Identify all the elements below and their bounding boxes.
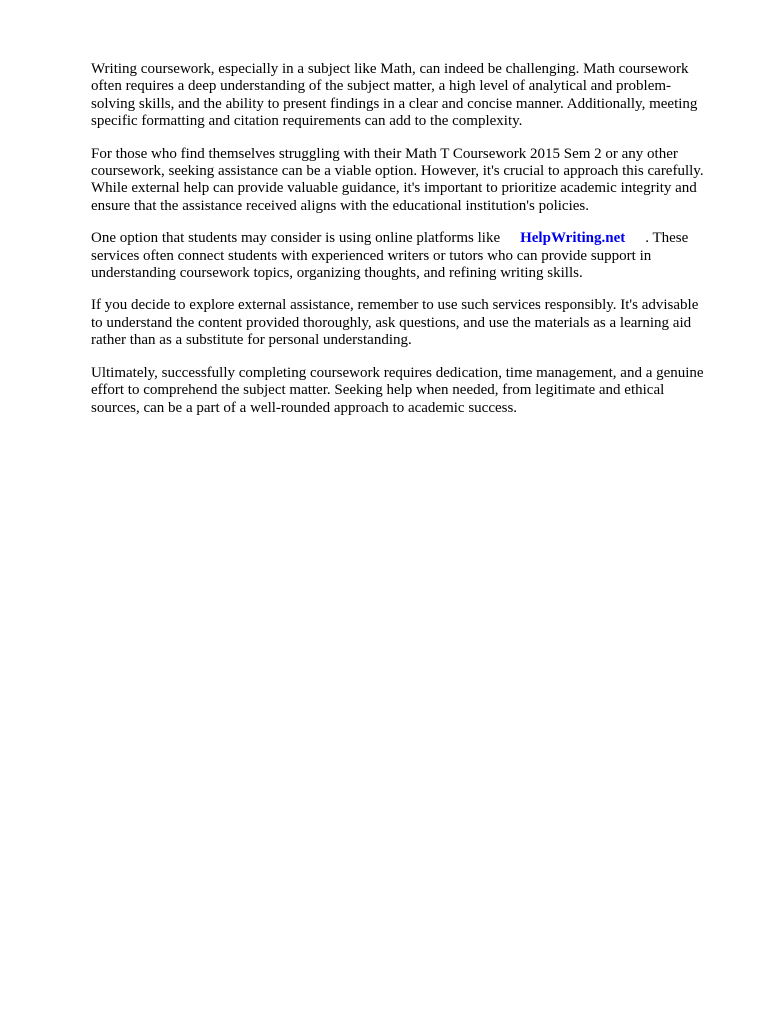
- paragraph-responsibility: If you decide to explore external assistance, remember to use such services responsibly. It's advisable to understand the content provided thoroughly, ask questions, and use the materials as a learning aid rather than as a substitute for personal understanding.: [91, 297, 699, 349]
- paragraph-text-before-link: One option that students may consider is using online platforms like: [91, 230, 501, 247]
- paragraph-text-after-link: . These services often connect students with experienced writers or tutors who can provide support in understanding coursework topics, organizing thoughts, and refining writing skills.: [91, 230, 689, 282]
- document-body: [91, 61, 731, 432]
- paragraph-intro: Writing coursework, especially in a subject like Math, can indeed be challenging. Math coursework often requires a deep understanding of the subject matter, a high level of analytical and problem- solving skills, and the ability to present findings in a clear and concise manner. Additionally, meeting specific formatting and citation requirements can add to the complexity.: [91, 61, 698, 130]
- paragraph-conclusion: Ultimately, successfully completing coursework requires dedication, time management, and a genuine effort to comprehend the subject matter. Seeking help when needed, from legitimate and ethical sources, can be a part of a well-rounded approach to academic success.: [91, 364, 704, 416]
- helpwriting-link[interactable]: HelpWriting.net: [520, 230, 626, 247]
- paragraph-online-platforms: [91, 230, 731, 282]
- paragraph-assistance: For those who find themselves struggling with their Math T Coursework 2015 Sem 2 or any other coursework, seeking assistance can be a viable option. However, it's crucial to approach this carefully. While external help can provide valuable guidance, it's important to prioritize academic integrity and ensure that the assistance received aligns with the educational institution's policies.: [91, 145, 704, 214]
